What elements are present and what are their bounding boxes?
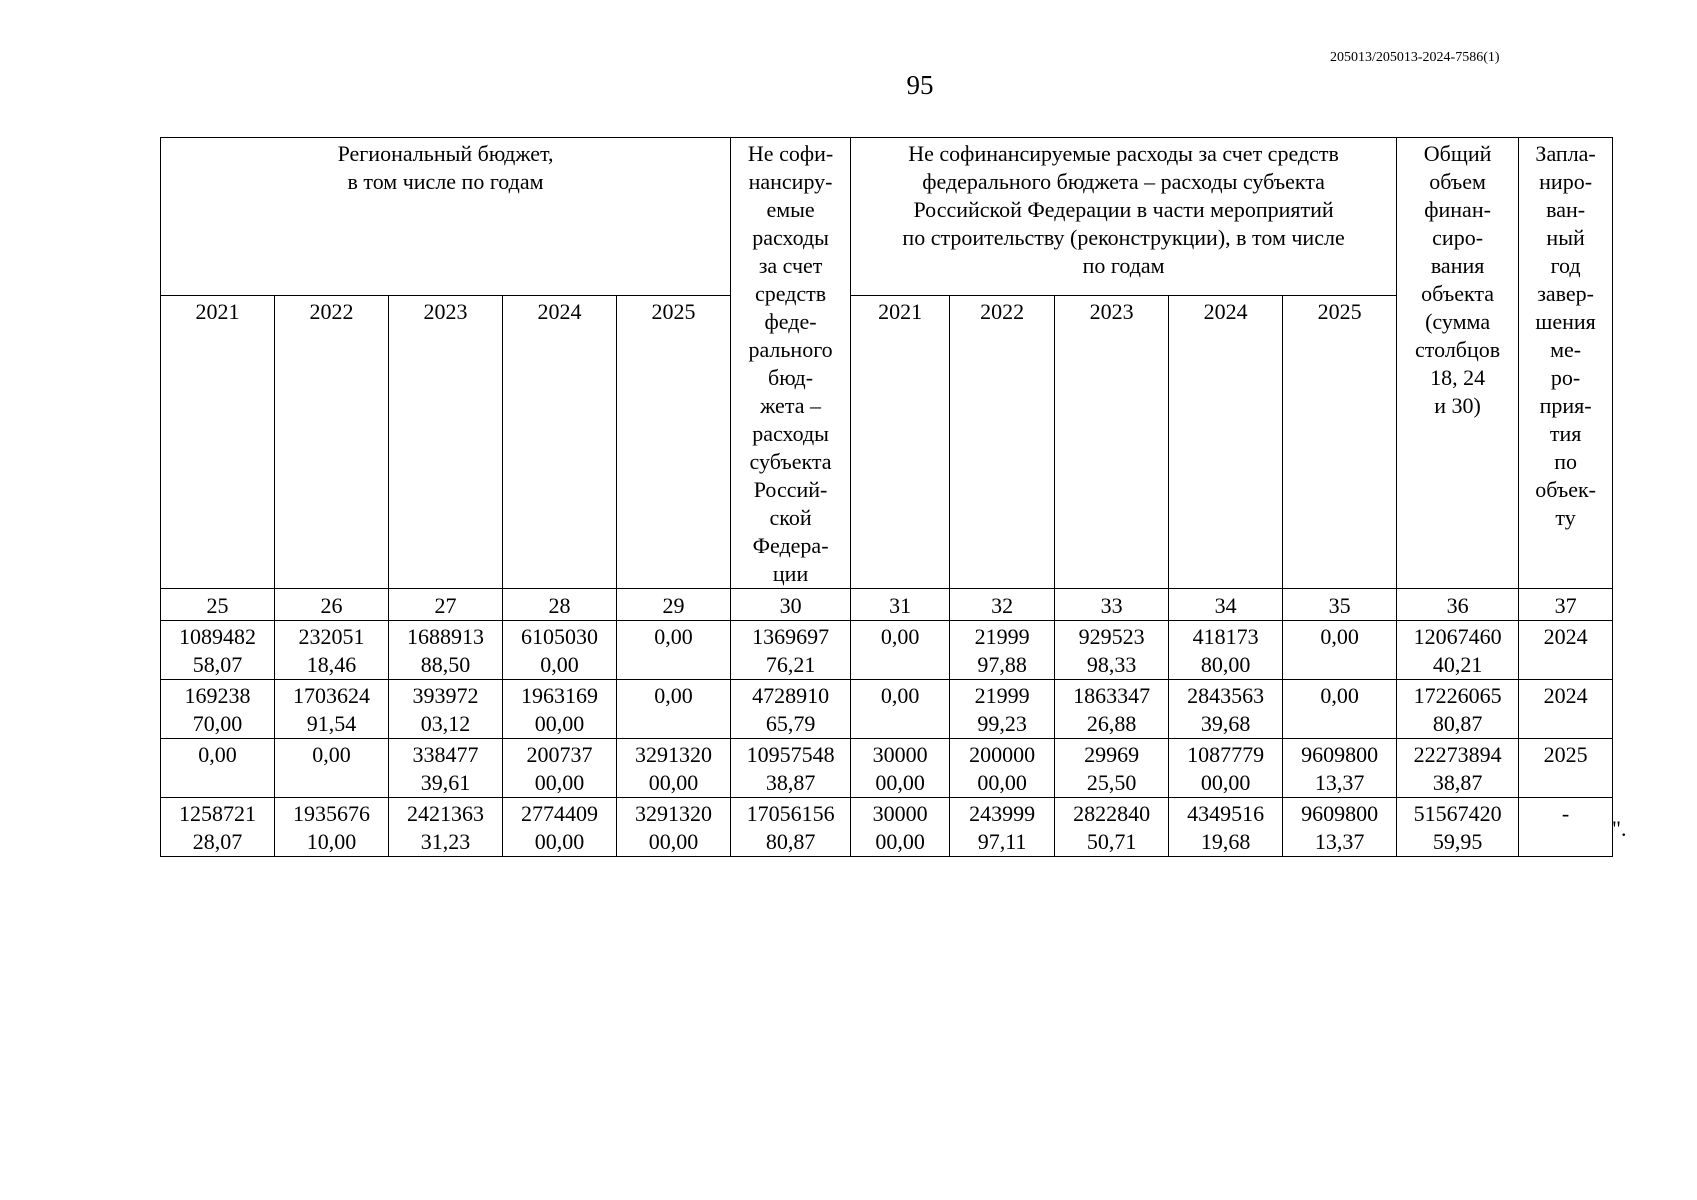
cell-line: 00,00	[1200, 770, 1251, 795]
header-row-1	[161, 138, 1613, 296]
header-line: по строительству (реконструкции), в том числе	[902, 225, 1345, 250]
cell-line: 4349516	[1187, 801, 1265, 826]
table-cell	[1397, 621, 1519, 680]
table-cell	[503, 739, 617, 798]
cell-line: 2024	[1543, 624, 1588, 649]
header-line: Российской Федерации в части мероприятий	[913, 197, 1334, 222]
header-line: емые	[766, 197, 815, 222]
cell-line: 10957548	[746, 742, 835, 767]
table-cell	[731, 621, 851, 680]
cell-line: 1258721	[179, 801, 256, 826]
table-cell	[851, 680, 950, 739]
table-cell	[1283, 680, 1397, 739]
table-cell	[503, 621, 617, 680]
header-year: 2023	[1055, 296, 1169, 589]
table-cell	[389, 739, 503, 798]
cell-line: 6105030	[521, 624, 598, 649]
table-cell	[851, 798, 950, 857]
cell-line: 97,11	[977, 829, 1027, 854]
header-line: ниро-	[1539, 169, 1593, 194]
cell-line	[853, 710, 947, 736]
cell-line: 418173	[1192, 624, 1259, 649]
column-number: 30	[731, 589, 851, 621]
header-lines	[1521, 140, 1610, 532]
header-row-2	[161, 296, 1613, 589]
cell-line: 17056156	[746, 801, 835, 826]
cell-line: 91,54	[306, 711, 357, 736]
table-cell	[161, 621, 275, 680]
header-line: завер-	[1537, 281, 1594, 306]
table-cell	[731, 680, 851, 739]
cell-line: 00,00	[534, 711, 585, 736]
header-line: (сумма	[1425, 309, 1491, 334]
cell-line: 00,00	[534, 829, 585, 854]
header-line: субъекта	[749, 449, 832, 474]
header-line: шения	[1535, 309, 1596, 334]
header-year: 2024	[503, 296, 617, 589]
cell-line: 21999	[974, 683, 1030, 708]
header-non-cofinanced	[731, 138, 851, 589]
header-year: 2021	[161, 296, 275, 589]
header-line: по годам	[1082, 253, 1165, 278]
cell-line: 80,87	[1432, 711, 1483, 736]
cell-line: 00,00	[648, 770, 699, 795]
header-line: в том числе по годам	[347, 169, 544, 194]
header-line: вания	[1430, 253, 1485, 278]
cell-line: 65,79	[765, 711, 816, 736]
header-line: рального	[748, 337, 833, 362]
header-year: 2025	[617, 296, 731, 589]
column-number: 31	[851, 589, 950, 621]
header-line: тия	[1549, 421, 1582, 446]
table-cell	[389, 621, 503, 680]
table-cell	[1397, 798, 1519, 857]
cell-line: 40,21	[1432, 652, 1483, 677]
header-line: объек-	[1535, 477, 1596, 502]
cell-line: 1863347	[1073, 683, 1151, 708]
table-cell	[1519, 680, 1613, 739]
header-line: жета –	[760, 393, 821, 418]
header-line: по	[1554, 449, 1577, 474]
header-line: феде-	[764, 309, 817, 334]
cell-line: 03,12	[420, 711, 471, 736]
cell-line: 0,00	[198, 742, 237, 767]
cell-line: 200737	[526, 742, 593, 767]
header-line: Общий	[1423, 141, 1492, 166]
cell-line: 38,87	[1432, 770, 1483, 795]
table-cell	[617, 621, 731, 680]
cell-line: 99,23	[977, 711, 1027, 736]
cell-line: 38,87	[765, 770, 816, 795]
table-cell	[389, 798, 503, 857]
header-line: ван-	[1546, 197, 1586, 222]
cell-line: 76,21	[765, 652, 816, 677]
table-cell	[1169, 739, 1283, 798]
cell-line: 1087779	[1187, 742, 1265, 767]
cell-line: 4728910	[752, 683, 830, 708]
table-cell	[731, 798, 851, 857]
header-line: нансиру-	[748, 169, 833, 194]
cell-line: 29969	[1084, 742, 1140, 767]
cell-line: 0,00	[880, 683, 920, 708]
header-line: объем	[1429, 169, 1486, 194]
header-lines	[163, 140, 728, 196]
table-cell	[1055, 621, 1169, 680]
header-lines	[733, 140, 848, 588]
cell-line	[1285, 651, 1394, 677]
table-cell	[1169, 680, 1283, 739]
cell-line	[163, 769, 272, 795]
cell-line: 00,00	[534, 770, 585, 795]
header-year: 2023	[389, 296, 503, 589]
table-cell	[1283, 739, 1397, 798]
table-cell	[275, 621, 389, 680]
column-number: 35	[1283, 589, 1397, 621]
header-year: 2025	[1283, 296, 1397, 589]
table-cell	[1055, 739, 1169, 798]
cell-line: 13,37	[1314, 770, 1365, 795]
cell-line: 10,00	[306, 829, 357, 854]
cell-line: 30000	[872, 742, 928, 767]
cell-line: 30000	[872, 801, 928, 826]
cell-line: 17226065	[1413, 683, 1502, 708]
table-cell	[1055, 680, 1169, 739]
cell-line: 98,33	[1086, 652, 1137, 677]
cell-line: 1688913	[407, 624, 484, 649]
table-cell	[1519, 798, 1613, 857]
table-row	[161, 739, 1613, 798]
header-regional-budget	[161, 138, 731, 296]
header-line: год	[1550, 253, 1581, 278]
table-cell	[1397, 680, 1519, 739]
table-cell	[1055, 798, 1169, 857]
header-line: ции	[772, 561, 809, 586]
header-line: средств	[754, 281, 827, 306]
cell-line: 1703624	[293, 683, 370, 708]
table-cell	[1169, 621, 1283, 680]
cell-line: 2421363	[407, 801, 484, 826]
cell-line: 39,68	[1200, 711, 1251, 736]
header-line: бюд-	[768, 365, 814, 390]
cell-line: 21999	[974, 624, 1030, 649]
cell-line: 0,00	[1320, 683, 1359, 708]
table-cell	[503, 680, 617, 739]
table-cell	[161, 739, 275, 798]
cell-line: 51567420	[1413, 801, 1502, 826]
closing-quote-mark: ".	[1612, 816, 1627, 841]
table-cell	[617, 739, 731, 798]
cell-line: 0,00	[654, 624, 693, 649]
cell-line: 243999	[969, 801, 1036, 826]
table-cell	[1519, 621, 1613, 680]
table-cell	[1169, 798, 1283, 857]
table-cell	[950, 680, 1055, 739]
cell-line: 2025	[1543, 742, 1588, 767]
cell-line	[853, 651, 947, 677]
table-cell	[617, 680, 731, 739]
cell-line: 2024	[1543, 683, 1588, 708]
cell-line: 0,00	[1320, 624, 1359, 649]
table-cell	[1397, 739, 1519, 798]
cell-line: 88,50	[420, 652, 471, 677]
column-number: 27	[389, 589, 503, 621]
table-cell	[275, 739, 389, 798]
cell-line: 25,50	[1086, 770, 1137, 795]
column-number: 29	[617, 589, 731, 621]
budget-table	[160, 137, 1613, 857]
header-line: расходы	[752, 421, 829, 446]
table-cell	[389, 680, 503, 739]
header-year: 2022	[950, 296, 1055, 589]
header-line: ро-	[1550, 365, 1581, 390]
header-line: федерального бюджета – расходы субъекта	[922, 169, 1325, 194]
table-row	[161, 680, 1613, 739]
cell-line: 80,87	[765, 829, 816, 854]
table-cell	[617, 798, 731, 857]
header-line: 18, 24	[1430, 365, 1486, 390]
cell-line: 2843563	[1187, 683, 1265, 708]
header-line: ме-	[1550, 337, 1582, 362]
cell-line	[277, 769, 386, 795]
column-number: 33	[1055, 589, 1169, 621]
cell-line: 1935676	[293, 801, 370, 826]
header-line: прия-	[1539, 393, 1592, 418]
cell-line: 338477	[412, 742, 479, 767]
table-cell	[851, 739, 950, 798]
cell-line: 0,00	[654, 683, 693, 708]
cell-line: 00,00	[977, 770, 1027, 795]
cell-line: 13,37	[1314, 829, 1365, 854]
cell-line: 0,00	[540, 652, 579, 677]
cell-line: 2822840	[1073, 801, 1151, 826]
table-cell	[503, 798, 617, 857]
table-row	[161, 798, 1613, 857]
table-cell	[161, 798, 275, 857]
table-cell	[950, 621, 1055, 680]
header-line: и 30)	[1434, 393, 1481, 418]
header-line: ный	[1546, 225, 1585, 250]
cell-line: 3291320	[635, 801, 713, 826]
cell-line: 50,71	[1086, 829, 1137, 854]
cell-line	[1521, 710, 1610, 736]
column-number: 34	[1169, 589, 1283, 621]
table-row	[161, 621, 1613, 680]
cell-line: 19,68	[1200, 829, 1251, 854]
header-lines	[853, 140, 1394, 280]
cell-line: -	[1561, 801, 1570, 826]
table-cell	[950, 739, 1055, 798]
header-line: за счет	[758, 253, 823, 278]
column-number: 26	[275, 589, 389, 621]
header-line: Запла-	[1535, 141, 1596, 166]
table-cell	[731, 739, 851, 798]
cell-line	[1521, 828, 1610, 854]
header-line: столбцов	[1415, 337, 1501, 362]
table-cell	[161, 680, 275, 739]
column-number-row	[161, 589, 1613, 621]
cell-line: 00,00	[648, 829, 699, 854]
header-line: Не софинансируемые расходы за счет средств	[908, 141, 1339, 166]
cell-line: 80,00	[1200, 652, 1251, 677]
header-line: Федера-	[752, 533, 829, 558]
cell-line: 58,07	[192, 652, 243, 677]
header-line: Региональный бюджет,	[337, 141, 554, 166]
cell-line: 393972	[412, 683, 479, 708]
document-id: 205013/205013-2024-7586(1)	[1330, 50, 1500, 65]
table-cell	[1283, 798, 1397, 857]
table-cell	[950, 798, 1055, 857]
cell-line: 31,23	[420, 829, 471, 854]
column-number: 37	[1519, 589, 1613, 621]
cell-line: 9609800	[1301, 742, 1379, 767]
header-year: 2021	[851, 296, 950, 589]
cell-line: 18,46	[306, 652, 357, 677]
table-cell	[275, 798, 389, 857]
cell-line: 9609800	[1301, 801, 1379, 826]
cell-line: 0,00	[880, 624, 920, 649]
cell-line: 00,00	[875, 770, 925, 795]
cell-line: 12067460	[1413, 624, 1502, 649]
cell-line: 1369697	[752, 624, 830, 649]
cell-line	[1521, 651, 1610, 677]
cell-line: 200000	[969, 742, 1036, 767]
header-year: 2022	[275, 296, 389, 589]
cell-line: 169238	[184, 683, 251, 708]
column-number: 25	[161, 589, 275, 621]
table-cell	[851, 621, 950, 680]
table-cell	[275, 680, 389, 739]
cell-line: 2774409	[521, 801, 598, 826]
cell-line: 232051	[298, 624, 365, 649]
header-line: сиро-	[1432, 225, 1484, 250]
cell-line: 28,07	[192, 829, 243, 854]
header-line: Россий-	[753, 477, 828, 502]
cell-line: 22273894	[1413, 742, 1502, 767]
cell-line: 929523	[1078, 624, 1145, 649]
cell-line: 3291320	[635, 742, 713, 767]
cell-line: 97,88	[977, 652, 1027, 677]
column-number: 28	[503, 589, 617, 621]
cell-line: 59,95	[1432, 829, 1483, 854]
header-line: объекта	[1421, 281, 1495, 306]
header-line: ской	[769, 505, 812, 530]
header-total-financing	[1397, 138, 1519, 589]
header-lines	[1399, 140, 1516, 420]
cell-line	[619, 710, 728, 736]
page-number: 95	[906, 70, 934, 100]
header-line: финан-	[1424, 197, 1491, 222]
cell-line	[1521, 769, 1610, 795]
cell-line: 0,00	[312, 742, 351, 767]
header-line: Не софи-	[747, 141, 834, 166]
cell-line: 1089482	[179, 624, 256, 649]
header-year: 2024	[1169, 296, 1283, 589]
header-line: расходы	[752, 225, 829, 250]
cell-line: 00,00	[875, 829, 925, 854]
header-line: ту	[1555, 505, 1576, 530]
column-number: 32	[950, 589, 1055, 621]
cell-line: 1963169	[521, 683, 598, 708]
table-cell	[1519, 739, 1613, 798]
header-non-cofinanced-years	[851, 138, 1397, 296]
cell-line	[619, 651, 728, 677]
cell-line: 26,88	[1086, 711, 1137, 736]
column-number: 36	[1397, 589, 1519, 621]
header-planned-year	[1519, 138, 1613, 589]
cell-line: 70,00	[192, 711, 243, 736]
cell-line	[1285, 710, 1394, 736]
cell-line: 39,61	[420, 770, 471, 795]
table-cell	[1283, 621, 1397, 680]
